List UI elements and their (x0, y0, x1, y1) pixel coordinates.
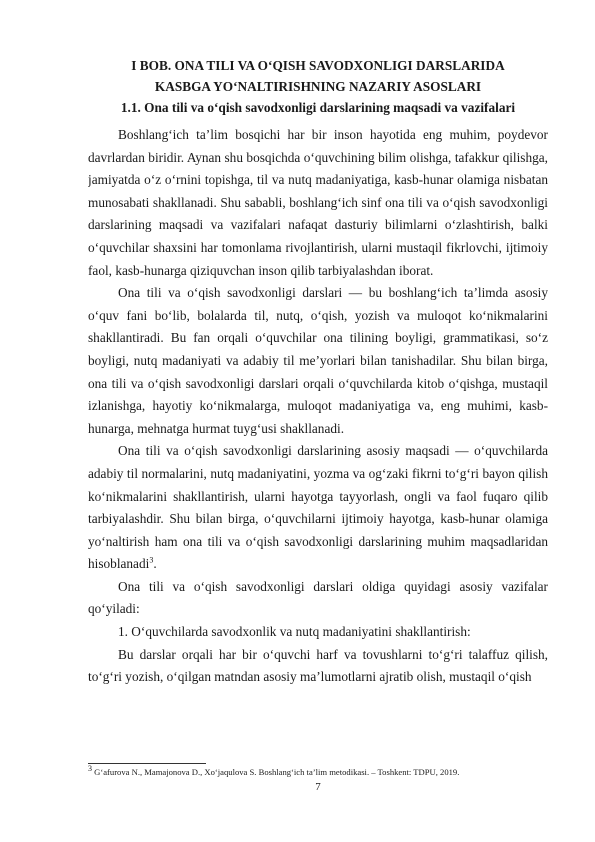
paragraph-1: Boshlang‘ich ta’lim bosqichi har bir inson hayotida eng muhim, poydevor davrlardan biridir. Aynan shu bosqichda o‘quvchining bilim olishga, tafakkur qilishga, jamiyatda o‘z o‘rnini topishga, til va nutq madaniyatiga, kasb-hunar olamiga nisbatan munosabati shakllanadi. Shu sababli, boshlang‘ich sinf ona tili va o‘qish savodxonligi darslarining maqsadi va vazifalari nafaqat dasturiy bilimlarni o‘zlashtirish, balki o‘quvchilar shaxsini har tomonlama rivojlantirish, ularni mustaqil fikrlovchi, ijtimoiy faol, kasb-hunarga qiziquvchan inson qilib tarbiyalashdan iborat. (88, 127, 548, 278)
paragraph-3-end: . (153, 556, 157, 572)
chapter-title-line1: I BOB. ONA TILI VA O‘QISH SAVODXONLIGI DARSLARIDA (131, 58, 505, 73)
paragraph-3-text: Ona tili va o‘qish savodxonligi darslarining asosiy maqsadi — o‘quvchilarda adabiy til normalarini, nutq madaniyatini, yozma va og‘zaki fikrni to‘g‘ri bayon qilish ko‘nikmalarini shakllantirish, ularni hayotga tayyorlash, ongli va faol fuqaro qilib tarbiyalashdir. Shu bilan birga, o‘quvchilarni ijtimoiy hayotga, kasb-hunar olamiga yo‘naltirish ham ona tili va o‘qish savodxonligi darslarining muhim maqsadlaridan hisoblanadi (88, 443, 548, 572)
chapter-title-line2: KASBGA YO‘NALTIRISHNING NAZARIY ASOSLARI (154, 79, 482, 94)
page-number: 7 (315, 781, 321, 793)
footnote-reference[interactable]: 3 (149, 555, 154, 565)
paragraph-3 (88, 440, 548, 576)
footnote-separator (88, 763, 206, 764)
list-item-1: 1. O‘quvchilarda savodxonlik va nutq madaniyatini shakllantirish: (118, 624, 471, 640)
section-title: 1.1. Ona tili va o‘qish savodxonligi darslarining maqsadi va vazifalari (120, 100, 516, 115)
body-text (88, 124, 548, 714)
paragraph-5: Bu darslar orqali har bir o‘quvchi harf va tovushlarni to‘g‘ri talaffuz qilish, to‘g‘ri yozish, o‘qilgan matndan asosiy ma’lumotlarni ajratib olish, mustaqil o‘qish (88, 646, 548, 685)
footnote (88, 764, 548, 778)
paragraph-4: Ona tili va o‘qish savodxonligi darslari oldiga quyidagi asosiy vazifalar qo‘yiladi: (88, 578, 548, 617)
footnote-mark: 3 (88, 764, 92, 774)
paragraph-2: Ona tili va o‘qish savodxonligi darslari — bu boshlang‘ich ta’limda asosiy o‘quv fani bo‘lib, bolalarda til, nutq, o‘qish, yozish va muloqot ko‘nikmalarini shakllantiradi. Bu fan orqali o‘quvchilar ona tilining boyligi, grammatikasi, so‘z boyligi, nutq madaniyati va adabiy til me’yorlari bilan tanishadilar. Shu bilan birga, ona tili va o‘qish savodxonligi darslari orqali o‘quvchilarda kitob o‘qishga, mustaqil izlanishga, hayotiy ko‘nikmalarga, muloqot madaniyatiga va, eng muhimi, kasb-hunarga, mehnatga hurmat tuyg‘usi shakllanadi. (88, 285, 548, 436)
footnote-text: G‘afurova N., Mamajonova D., Xo‘jaqulova S. Boshlang‘ich ta’lim metodikasi. – Toshkent: TDPU, 2019. (92, 767, 460, 777)
